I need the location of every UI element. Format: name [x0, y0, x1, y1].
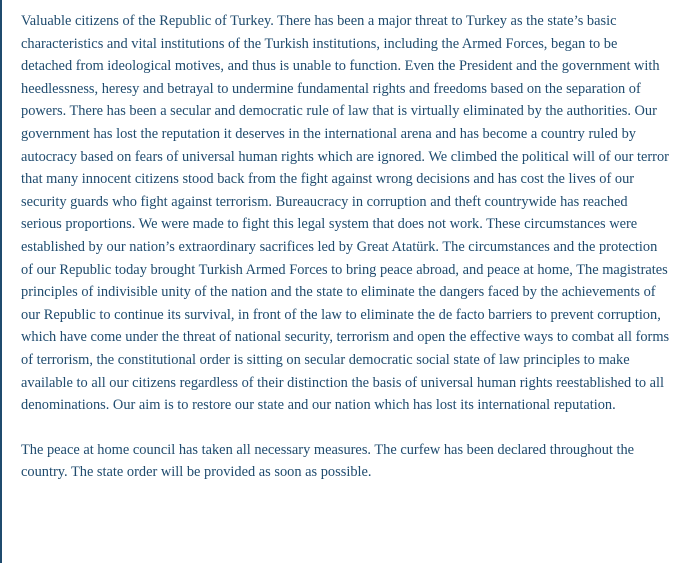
statement-text	[21, 10, 671, 484]
statement-paragraph-2: The peace at home council has taken all necessary measures. The curfew has been declared throughout the country. The state order will be provided as soon as possible.	[21, 441, 635, 481]
statement-paragraph-1: Valuable citizens of the Republic of Turkey. There has been a major threat to Turkey as the state’s basic characteristics and vital institutions of the Turkish institutions, including the Armed Forces, began to be detached from ideological motives, and thus is unable to function. Even the President and the government with heedlessness, heresy and betrayal to undermine fundamental rights and freedoms based on the separation of powers. There has been a secular and democratic rule of law that is virtually eliminated by the authorities. Our government has lost the reputation it deserves in the international arena and has become a country ruled by autocracy based on fears of universal human rights which are ignored. We climbed the political will of our terror that many innocent citizens stood back from the fight against wrong decisions and has cost the lives of our security guards who fight against terrorism. Bureaucracy in corruption and theft countrywide has reached serious proportions. We were made to fight this legal system that does not work. These circumstances were established by our nation’s extraordinary sacrifices led by Great Atatürk. The circumstances and the protection of our Republic today brought Turkish Armed Forces to bring peace abroad, and peace at home, The magistrates principles of indivisible unity of the nation and the state to eliminate the dangers faced by the achievements of our Republic to continue its survival, in front of the law to eliminate the de facto barriers to prevent corruption, which have come under the threat of national security, terrorism and open the effective ways to combat all forms of terrorism, the constitutional order is sitting on secular democratic social state of law principles to make available to all our citizens regardless of their distinction the basis of universal human rights reestablished to all denominations. Our aim is to restore our state and our nation which has lost its international reputation.	[21, 13, 670, 414]
